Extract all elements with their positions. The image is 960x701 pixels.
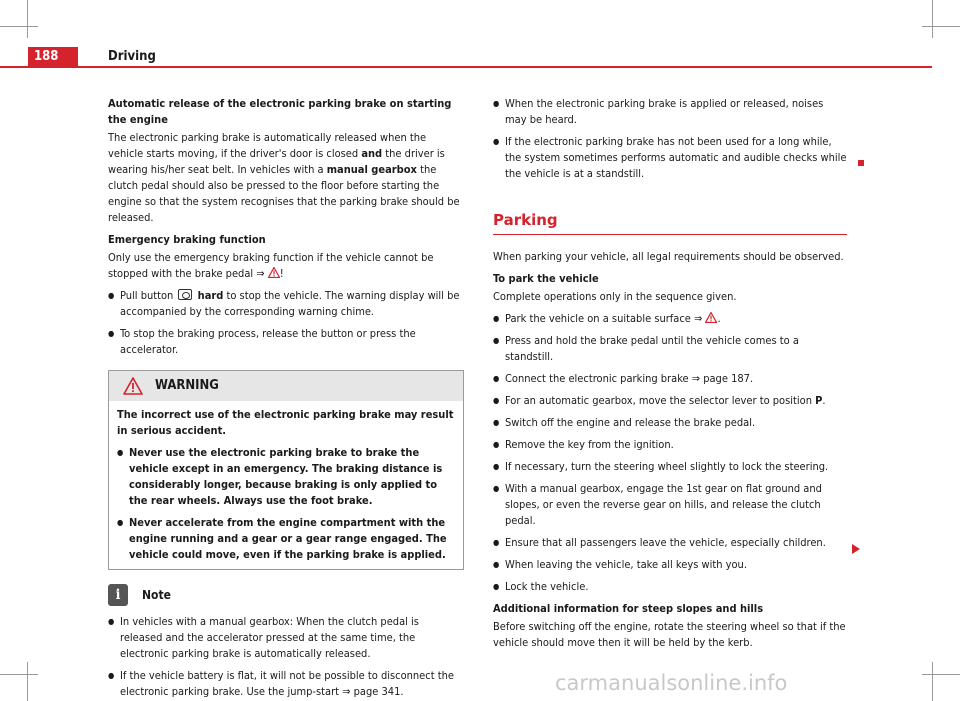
page-number: 188 — [34, 49, 59, 64]
list-item: ● Switch off the engine and release the brake pedal. — [493, 415, 847, 431]
list-item: ● Connect the electronic parking brake ⇒ page 187. — [493, 371, 847, 387]
section-end-marker — [858, 160, 864, 166]
list-item: ● If the vehicle battery is flat, it will not be possible to disconnect the electronic parking brake. Use the jump-start ⇒ page 341. — [108, 668, 464, 700]
slopes-text: Before switching off the engine, rotate the steering wheel so that if the vehicle should move then it will be held by the kerb. — [493, 620, 846, 649]
crop-mark — [27, 0, 28, 38]
warning-header — [109, 371, 463, 401]
crop-mark — [932, 662, 933, 701]
list-item: ● Park the vehicle on a suitable surface ⇒ . — [493, 311, 847, 327]
list-item: ● Remove the key from the ignition. — [493, 437, 847, 453]
crop-mark — [922, 674, 960, 675]
parking-intro: When parking your vehicle, all legal requirements should be observed. — [493, 250, 844, 263]
continue-arrow-icon — [852, 544, 860, 554]
parking-brake-button-icon — [178, 289, 192, 300]
auto-release-heading: Automatic release of the electronic parking brake on starting the engine — [108, 97, 452, 126]
section-rule — [493, 234, 847, 235]
crop-mark — [0, 674, 38, 675]
note-title: Note — [142, 588, 171, 602]
list-item: ● When the electronic parking brake is applied or released, noises may be heard. — [493, 96, 847, 128]
list-item: ● If necessary, turn the steering wheel slightly to lock the steering. — [493, 459, 847, 475]
list-item: ● Never use the electronic parking brake to brake the vehicle except in an emergency. The braking distance is considerably longer, because braking is only applied to the rear wheels. Always use the foot brake. — [117, 445, 455, 509]
to-park-heading: To park the vehicle — [493, 272, 599, 285]
list-item: ● If the electronic parking brake has not been used for a long while, the system sometimes performs automatic and audible checks while the vehicle is at a standstill. — [493, 134, 847, 182]
warning-triangle-icon — [123, 377, 143, 395]
crop-mark — [922, 26, 960, 27]
list-item: ● Ensure that all passengers leave the vehicle, especially children. — [493, 535, 847, 551]
list-item: ● When leaving the vehicle, take all keys with you. — [493, 557, 847, 573]
list-item: ● Lock the vehicle. — [493, 579, 847, 595]
crop-mark — [0, 26, 38, 27]
list-item: ● Pull button hard to stop the vehicle. The warning display will be accompanied by the corresponding warning chime. — [108, 288, 464, 320]
right-column — [493, 96, 847, 657]
list-item: ● In vehicles with a manual gearbox: When the clutch pedal is released and the accelerator pressed at the same time, the electronic parking brake is automatically released. — [108, 614, 464, 662]
emergency-text: Only use the emergency braking function if the vehicle cannot be stopped with the brake pedal ⇒ ! — [108, 251, 434, 280]
warning-triangle-icon — [268, 267, 280, 278]
list-item: ● Press and hold the brake pedal until the vehicle comes to a standstill. — [493, 333, 847, 365]
warning-title: WARNING — [155, 378, 219, 393]
warning-body — [109, 401, 463, 569]
emergency-heading: Emergency braking function — [108, 233, 266, 246]
list-item: ● With a manual gearbox, engage the 1st gear on flat ground and slopes, or even the reverse gear on hills, and release the clutch pedal. — [493, 481, 847, 529]
warning-triangle-icon — [705, 312, 717, 323]
list-item: ● Never accelerate from the engine compartment with the engine running and a gear or a gear range engaged. The vehicle could move, even if the parking brake is applied. — [117, 515, 455, 563]
info-icon: i — [108, 584, 128, 606]
chapter-title: Driving — [108, 49, 156, 64]
crop-mark — [932, 0, 933, 38]
left-column — [108, 96, 464, 701]
warning-box — [108, 370, 464, 570]
warning-intro: The incorrect use of the electronic parking brake may result in serious accident. — [117, 408, 454, 437]
header-rule — [0, 66, 932, 68]
crop-mark — [27, 662, 28, 701]
slopes-heading: Additional information for steep slopes and hills — [493, 602, 764, 615]
auto-release-text: The electronic parking brake is automatically released when the vehicle starts moving, if the driver's door is closed and the driver is wearing his/her seat belt. In vehicles with a manual gearbox the clutch pedal should also be pressed to the floor before starting the engine so that the system recognises that the parking brake should be released. — [108, 131, 460, 224]
note-header — [108, 584, 464, 606]
list-item: ● To stop the braking process, release the button or press the accelerator. — [108, 326, 464, 358]
section-title: Parking — [493, 211, 558, 229]
to-park-text: Complete operations only in the sequence given. — [493, 290, 737, 303]
list-item: ● For an automatic gearbox, move the selector lever to position P. — [493, 393, 847, 409]
watermark: carmanualsonline.info — [555, 671, 788, 695]
